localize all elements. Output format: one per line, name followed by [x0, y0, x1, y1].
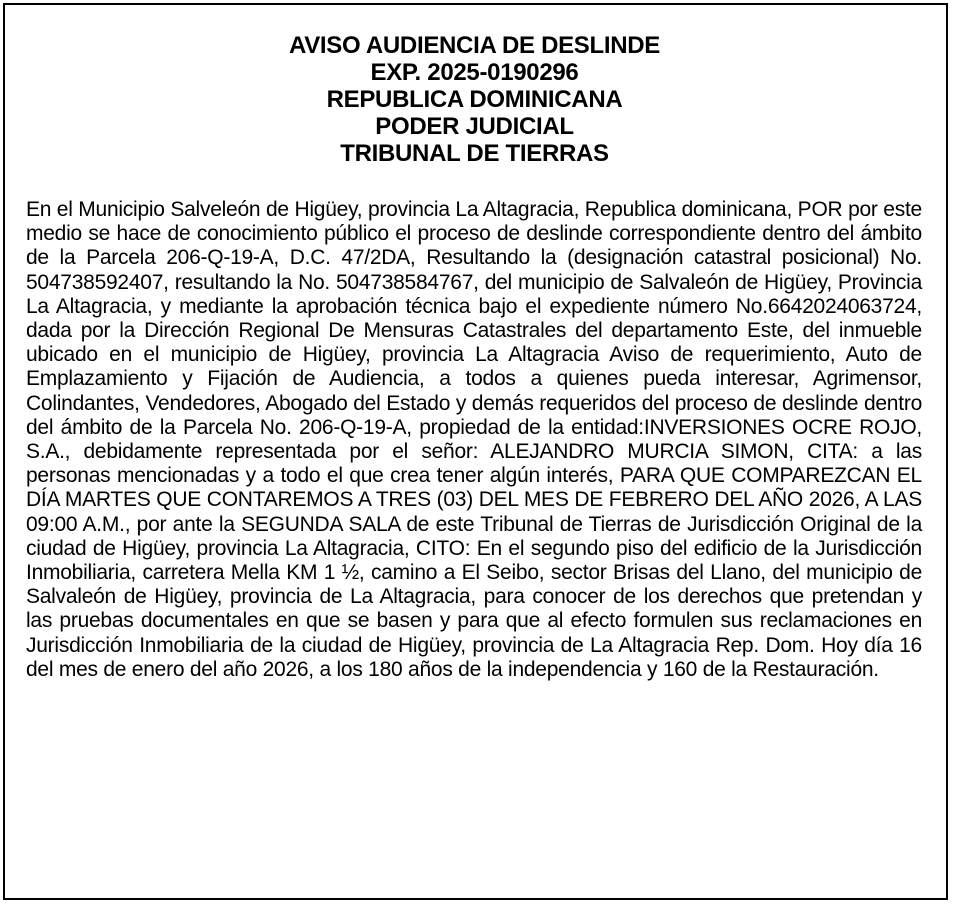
- notice-title: AVISO AUDIENCIA DE DESLINDE: [288, 32, 661, 59]
- notice-header: [0, 32, 949, 167]
- court-name: TRIBUNAL DE TIERRAS: [340, 140, 609, 167]
- expediente-number: EXP. 2025-0190296: [370, 59, 579, 86]
- branch-name: PODER JUDICIAL: [375, 113, 574, 140]
- notice-body: En el Municipio Salveleón de Higüey, provincia La Altagracia, Republica dominicana, POR por este medio se hace de conocimiento público el proceso de deslinde correspondiente dentro del ámbito de la Parcela 206-Q-19-A, D.C. 47/2DA, Resultando la (designación catastral posicional) No. 504738592407, resultando la No. 504738584767, del municipio de Salvaleón de Higüey, Provincia La Altagracia, y mediante la aprobación técnica bajo el expediente número No.6642024063724, dada por la Dirección Regional De Mensuras Catastrales del departamento Este, del inmueble ubicado en el municipio de Higüey, provincia La Altagracia Aviso de requerimiento, Auto de Emplazamiento y Fijación de Audiencia, a todos a quienes pueda interesar, Agrimensor, Colindantes, Vendedores, Abogado del Estado y demás requeridos del proceso de deslinde dentro del ámbito de la Parcela No. 206-Q-19-A, propiedad de la entidad:INVERSIONES OCRE ROJO, S.A., debidamente representada por el señor: ALEJANDRO MURCIA SIMON, CITA: a las personas mencionadas y a todo el que crea tener algún interés, PARA QUE COMPAREZCAN EL DÍA MARTES QUE CONTAREMOS A TRES (03) DEL MES DE FEBRERO DEL AÑO 2026, A LAS 09:00 A.M., por ante la SEGUNDA SALA de este Tribunal de Tierras de Jurisdicción Original de la ciudad de Higüey, provincia La Altagracia, CITO: En el segundo piso del edificio de la Jurisdicción Inmobiliaria, carretera Mella KM 1 ½, camino a El Seibo, sector Brisas del Llano, del municipio de Salvaleón de Higüey, provincia de La Altagracia, para conocer de los derechos que pretendan y las pruebas documentales en que se basen y para que al efecto formulen sus reclamaciones en Jurisdicción Inmobiliaria de la ciudad de Higüey, provincia de La Altagracia Rep. Dom. Hoy día 16 del mes de enero del año 2026, a los 180 años de la independencia y 160 de la Restauración.: [26, 198, 922, 681]
- country-name: REPUBLICA DOMINICANA: [326, 86, 623, 113]
